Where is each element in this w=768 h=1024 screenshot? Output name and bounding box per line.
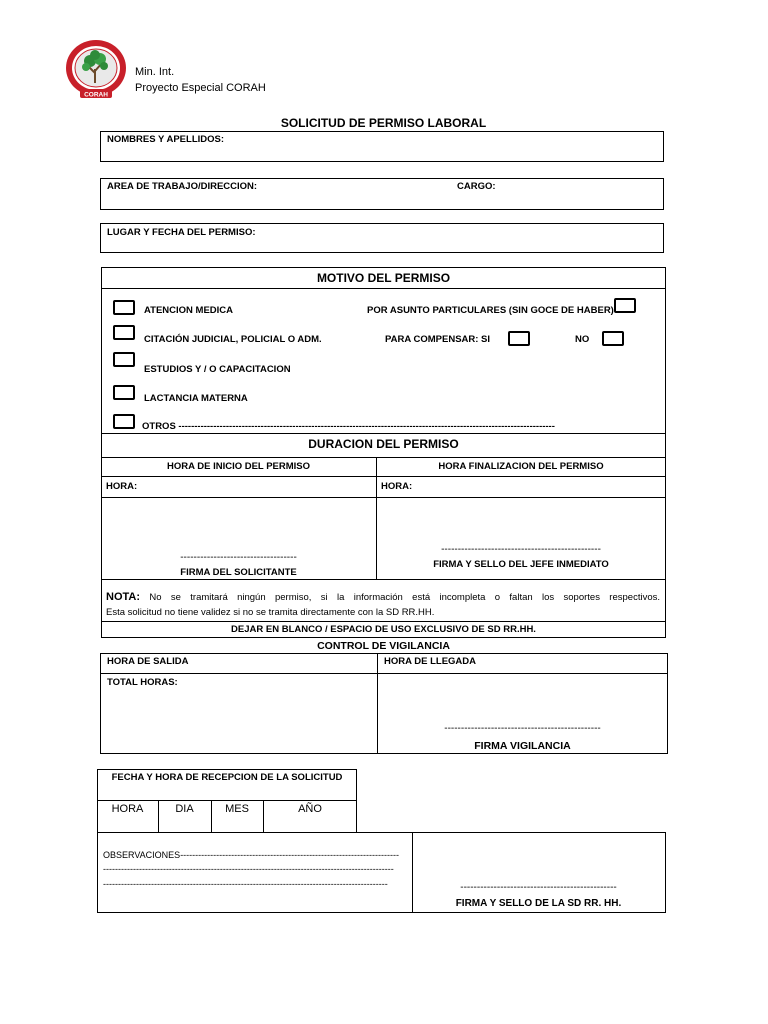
firma-vigilancia-line: ----------------------------------------------- [444, 723, 601, 734]
ministry-label: Min. Int. [135, 66, 175, 78]
uso-exclusivo-label: DEJAR EN BLANCO / ESPACIO DE USO EXCLUSIVO DE SD RR.HH. [231, 624, 536, 635]
recepcion-title: FECHA Y HORA DE RECEPCION DE LA SOLICITUD [111, 772, 343, 783]
observaciones-line-2[interactable]: ------------------------------------------------------------------------------------------------- [103, 864, 394, 874]
para-compensar-label: PARA COMPENSAR: SI [385, 334, 491, 345]
checkbox-atencion-medica[interactable] [113, 300, 135, 315]
cargo-label: CARGO: [457, 181, 496, 192]
checkbox-compensar-si[interactable] [508, 331, 530, 346]
nota-paragraph [106, 591, 660, 603]
nota-text-2: Esta solicitud no tiene validez si no se tramita directamente con la SD RR.HH. [106, 607, 435, 618]
vigilancia-title: CONTROL DE VIGILANCIA [317, 640, 450, 652]
firma-jefe-line: ------------------------------------------------ [441, 544, 601, 555]
project-label: Proyecto Especial CORAH [135, 82, 266, 94]
checkbox-otros[interactable] [113, 414, 135, 429]
hora-fin-label[interactable]: HORA: [381, 481, 413, 492]
otros-label: OTROS ----------------------------------------------------------------------------------------------------------------------- [142, 421, 555, 432]
compensar-no-label: NO [575, 334, 590, 345]
lactancia-label: LACTANCIA MATERNA [144, 393, 248, 404]
firma-vigilancia-label: FIRMA VIGILANCIA [474, 740, 571, 752]
nota-label: NOTA: [106, 591, 141, 603]
firma-jefe-label: FIRMA Y SELLO DEL JEFE INMEDIATO [433, 559, 609, 570]
recepcion-anio[interactable]: AÑO [298, 803, 322, 815]
firma-solicitante-line: ----------------------------------- [180, 552, 297, 563]
lugar-fecha-label: LUGAR Y FECHA DEL PERMISO: [107, 227, 256, 238]
checkbox-compensar-no[interactable] [602, 331, 624, 346]
motivo-title: MOTIVO DEL PERMISO [316, 271, 451, 285]
motivo-section [101, 267, 666, 638]
hora-inicio-header: HORA DE INICIO DEL PERMISO [166, 461, 311, 472]
citacion-label: CITACIÓN JUDICIAL, POLICIAL O ADM. [144, 334, 322, 345]
asunto-particulares-label: POR ASUNTO PARTICULARES (SIN GOCE DE HABER) [367, 305, 614, 316]
recepcion-dia[interactable]: DIA [175, 803, 194, 815]
corah-logo [64, 39, 128, 101]
firma-rrhh-line: ----------------------------------------------- [460, 882, 617, 893]
hora-llegada-label[interactable]: HORA DE LLEGADA [384, 656, 477, 667]
observaciones-label[interactable]: OBSERVACIONES------------------------------------------------------------------------- [103, 850, 399, 860]
firma-rrhh-label: FIRMA Y SELLO DE LA SD RR. HH. [455, 898, 622, 909]
total-horas-label[interactable]: TOTAL HORAS: [107, 677, 178, 688]
logo-text: CORAH [84, 91, 108, 99]
vigilancia-table [100, 653, 668, 754]
nota-text-1: No se tramitará ningún permiso, si la información está incompleta o faltan los soportes respectivos. [149, 592, 660, 603]
recepcion-mes[interactable]: MES [225, 803, 249, 815]
hora-salida-label[interactable]: HORA DE SALIDA [107, 656, 189, 667]
form-title: SOLICITUD DE PERMISO LABORAL [280, 116, 487, 130]
checkbox-asunto-particulares[interactable] [614, 298, 636, 313]
observaciones-line-3[interactable]: ----------------------------------------------------------------------------------------------- [103, 879, 388, 889]
checkbox-citacion[interactable] [113, 325, 135, 340]
recepcion-hora[interactable]: HORA [111, 803, 144, 815]
area-label: AREA DE TRABAJO/DIRECCION: [107, 181, 258, 192]
firma-solicitante-label: FIRMA DEL SOLICITANTE [180, 567, 297, 578]
hora-fin-header: HORA FINALIZACION DEL PERMISO [438, 461, 604, 472]
estudios-label: ESTUDIOS Y / O CAPACITACION [144, 364, 291, 375]
checkbox-lactancia[interactable] [113, 385, 135, 400]
nombres-label: NOMBRES Y APELLIDOS: [107, 134, 225, 145]
duracion-title: DURACION DEL PERMISO [308, 437, 459, 451]
hora-inicio-label[interactable]: HORA: [106, 481, 138, 492]
checkbox-estudios[interactable] [113, 352, 135, 367]
atencion-medica-label: ATENCION MEDICA [144, 305, 234, 316]
